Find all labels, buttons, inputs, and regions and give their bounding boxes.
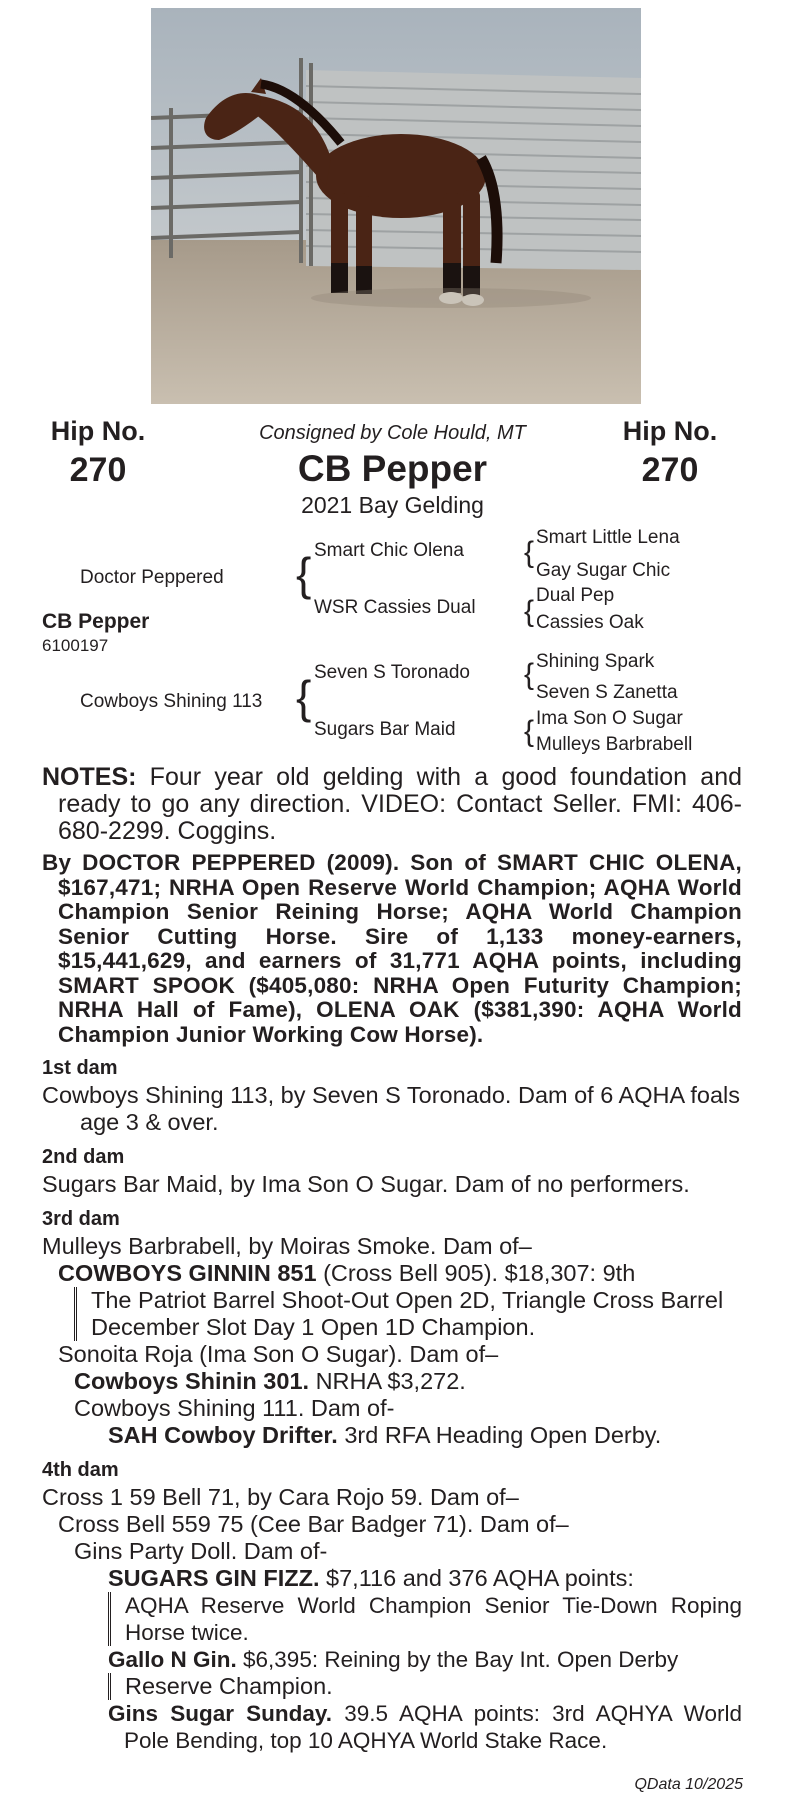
hip-label-right: Hip No. — [622, 416, 718, 446]
gins-sugar-sunday — [42, 1700, 742, 1754]
gins-sugar-name: Gins Sugar Sunday. — [108, 1701, 333, 1726]
gallo-name: Gallo N Gin. — [108, 1647, 237, 1672]
cowboys-ginnin — [42, 1260, 742, 1287]
fourth-dam-text: Cross 1 59 Bell 71, by Cara Rojo 59. Dam of– — [42, 1484, 519, 1510]
consignor: Consigned by Cole Hould, MT — [259, 422, 526, 444]
sire-info: By DOCTOR PEPPERED (2009). Son of SMART CHIC OLENA, $167,471; NRHA Open Reserve World Champion; AQHA World Champion Senior Reining Horse; AQHA World Champion Senior Cutting Horse. Sire of 1,133 money-earners, $15,441,629, and earners of 31,771 AQHA points, including SMART SPOOK ($405,080: NRHA Open Futurity Champion; NRHA Hall of Fame), OLENA OAK ($381,390: AQHA World Champion Junior Working Cow Horse). — [42, 850, 742, 1047]
gins-party-doll: Gins Party Doll. Dam of- — [74, 1538, 328, 1564]
cowboys-shining-111: Cowboys Shining 111. Dam of- — [74, 1395, 395, 1421]
catalog-body — [42, 764, 742, 1754]
brace-g1: { — [524, 536, 535, 569]
qdata-footer: QData 10/2025 — [634, 1776, 743, 1793]
pedigree-dam-dam: Sugars Bar Maid — [314, 719, 456, 740]
sugars-gin-name: SUGARS GIN FIZZ. — [108, 1565, 320, 1591]
sugars-gin-cont-wrap — [42, 1592, 742, 1646]
notes-label: NOTES: — [42, 763, 137, 791]
brace-sire: { — [296, 548, 312, 600]
second-dam-text: Sugars Bar Maid, by Ima Son O Sugar. Dam of no performers. — [42, 1171, 690, 1197]
cowboys-ginnin-text: (Cross Bell 905). $18,307: 9th — [316, 1260, 636, 1286]
notes — [42, 764, 742, 845]
hip-number-left — [28, 416, 168, 490]
first-dam-text: Cowboys Shining 113, by Seven S Toronado. Dam of 6 AQHA foals age 3 & over. — [42, 1082, 741, 1135]
sugars-gin-cont: AQHA Reserve World Champion Senior Tie-Down Roping Horse twice. — [108, 1592, 742, 1646]
hip-value-left: 270 — [69, 451, 127, 489]
cowboys-shinin — [42, 1368, 742, 1395]
pedigree-sire-dam: WSR Cassies Dual — [314, 597, 476, 618]
gins-sugar-text: 39.5 AQHA points: 3rd AQHYA World Pole Bending, top 10 AQHYA World Stake Race. — [124, 1701, 743, 1753]
pedigree-g4: Cassies Oak — [536, 612, 644, 633]
gallo-cont: Reserve Champion. — [108, 1673, 742, 1700]
cowboys-ginnin-cont-wrap — [42, 1287, 742, 1341]
first-dam-label: 1st dam — [42, 1057, 118, 1079]
second-dam-label: 2nd dam — [42, 1146, 125, 1168]
horse-name: CB Pepper — [297, 448, 488, 489]
third-dam-label: 3rd dam — [42, 1208, 120, 1230]
pedigree-g5: Shining Spark — [536, 651, 655, 672]
gallo-text: $6,395: Reining by the Bay Int. Open Derby — [236, 1647, 679, 1672]
pedigree-registration: 6100197 — [42, 636, 109, 655]
pedigree-g1: Smart Little Lena — [536, 527, 680, 548]
third-dam-text: Mulleys Barbrabell, by Moiras Smoke. Dam of– — [42, 1233, 532, 1259]
cowboys-ginnin-name: COWBOYS GINNIN 851 — [58, 1260, 317, 1286]
pedigree-g6: Seven S Zanetta — [536, 682, 678, 703]
pedigree-sire: Doctor Peppered — [80, 567, 224, 588]
horse-photo — [151, 8, 641, 404]
cowboys-ginnin-cont: The Patriot Barrel Shoot-Out Open 2D, Triangle Cross Barrel December Slot Day 1 Open 1D Champion. — [74, 1287, 742, 1341]
hip-number-right — [600, 416, 740, 490]
hip-value-right: 270 — [641, 451, 699, 489]
pedigree-g7: Ima Son O Sugar — [536, 708, 683, 729]
hip-label-left: Hip No. — [50, 416, 146, 446]
pedigree-dam: Cowboys Shining 113 — [80, 691, 263, 712]
sah-text: 3rd RFA Heading Open Derby. — [337, 1422, 662, 1448]
pedigree-dam-sire: Seven S Toronado — [314, 662, 470, 683]
pedigree-sire-sire: Smart Chic Olena — [314, 540, 464, 561]
gallo-n-gin — [42, 1646, 742, 1673]
notes-text: Four year old gelding with a good foundation and ready to go any direction. VIDEO: Contact Seller. FMI: 406-680-2299. Coggins. — [58, 763, 742, 845]
pedigree-g8: Mulleys Barbrabell — [536, 734, 693, 755]
fourth-dam-label: 4th dam — [42, 1459, 119, 1481]
sugars-gin-fizz — [42, 1565, 742, 1592]
brace-g3: { — [524, 658, 535, 691]
brace-g4: { — [524, 715, 535, 748]
sah-cowboy-drifter — [42, 1422, 742, 1449]
cowboys-shinin-text: NRHA $3,272. — [309, 1368, 466, 1394]
pedigree-g3: Dual Pep — [536, 585, 615, 606]
pedigree-horse: CB Pepper — [42, 610, 150, 633]
gallo-cont-wrap — [42, 1673, 742, 1700]
brace-g2: { — [524, 595, 535, 628]
pedigree-g2: Gay Sugar Chic — [536, 560, 671, 581]
brace-dam: { — [296, 671, 312, 723]
horse-description: 2021 Bay Gelding — [301, 492, 484, 518]
sah-name: SAH Cowboy Drifter. — [108, 1422, 338, 1448]
horse-illustration — [151, 8, 641, 404]
sonoita-roja: Sonoita Roja (Ima Son O Sugar). Dam of– — [58, 1341, 499, 1367]
cowboys-shinin-name: Cowboys Shinin 301. — [74, 1368, 310, 1394]
sugars-gin-text: $7,116 and 376 AQHA points: — [319, 1565, 634, 1591]
cross-bell: Cross Bell 559 75 (Cee Bar Badger 71). Dam of– — [58, 1511, 569, 1537]
